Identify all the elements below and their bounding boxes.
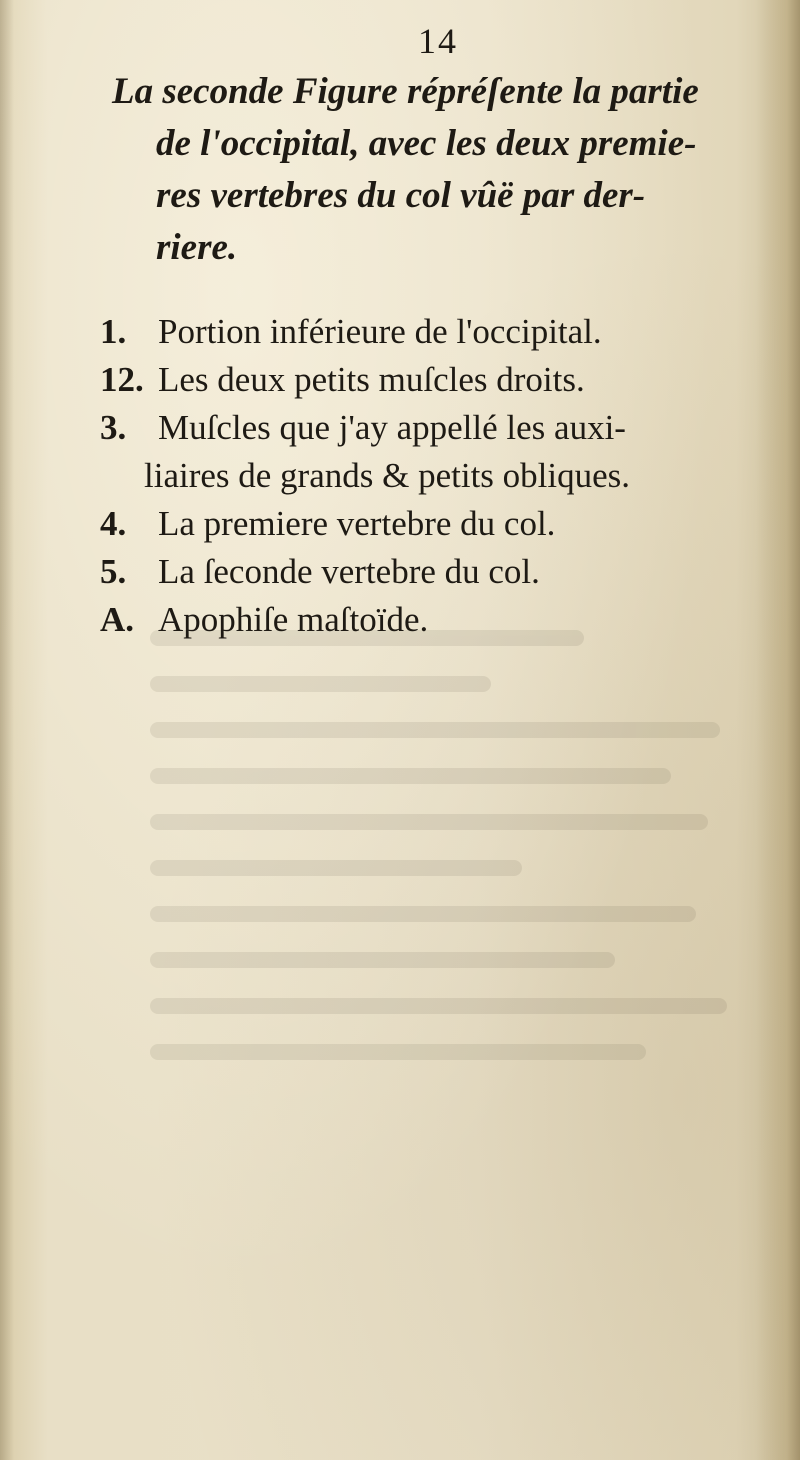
legend-item [100,596,760,644]
legend-number: 4. [100,504,127,543]
legend-item [100,308,760,356]
caption-line: res vertebres du col vûë par der- [156,175,646,216]
legend-text: La ſeconde vertebre du col. [158,552,540,591]
caption-line: La seconde Figure répréſente la partie [112,71,699,112]
legend-item [100,356,760,404]
legend-item [100,500,760,548]
legend-number: 3. [100,408,127,447]
show-through-texture [150,600,770,1300]
caption-line: riere. [156,227,238,268]
legend-item [100,548,760,596]
legend-number: 12. [100,360,144,399]
legend-continuation: liaires de grands & petits obliques. [144,456,631,495]
legend-text: Portion inférieure de l'occipital. [158,312,602,351]
legend-text: Muſcles que j'ay appellé les auxi- [158,408,626,447]
page-left-shadow [0,0,14,1460]
legend-text: Les deux petits muſcles droits. [158,360,585,399]
legend-number: A. [100,600,135,639]
caption-line: de l'occipital, avec les deux premie- [156,123,697,164]
legend-number: 1. [100,312,127,351]
legend-number: 5. [100,552,127,591]
legend-item [100,404,760,452]
legend-text: Apophiſe maſtoïde. [158,600,429,639]
figure-caption [112,66,780,274]
figure-legend [100,308,760,644]
legend-text: La premiere vertebre du col. [158,504,556,543]
page-number: 14 [418,21,458,61]
